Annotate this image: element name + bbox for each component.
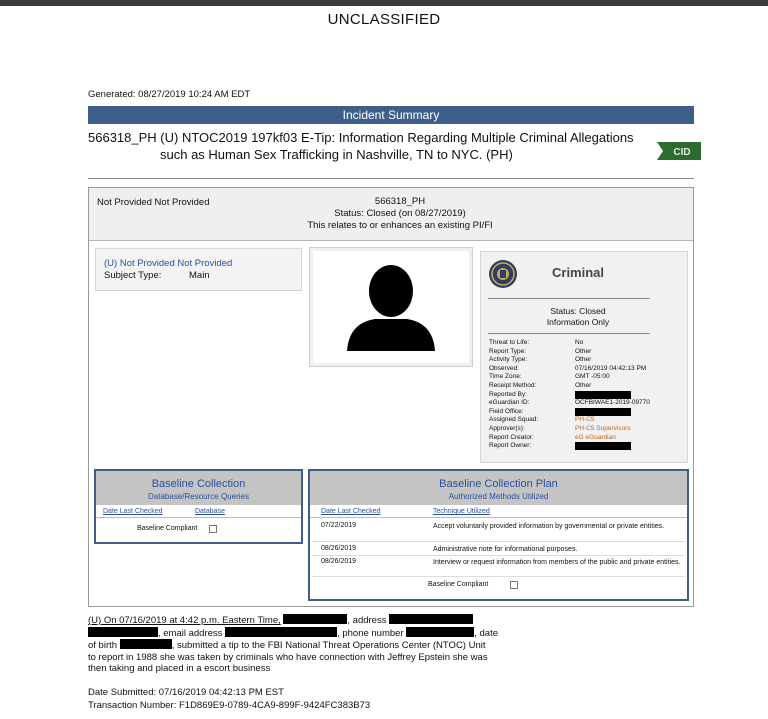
narrative-segment: , submitted a tip to the FBI National Threat Operations Center (NTOC) Unit (171, 640, 486, 652)
baseline-plan-divider (310, 517, 687, 518)
criminal-field-value: Other (575, 347, 592, 355)
criminal-field-label: Time Zone: (489, 373, 522, 381)
plan-row-technique: Administrative note for informational purposes. (433, 546, 578, 553)
narrative-segment: , phone number (337, 627, 404, 639)
baseline-plan-title: Baseline Collection Plan (439, 478, 558, 490)
baseline-collection-divider (96, 517, 301, 518)
transaction-number: Transaction Number: F1D869E9-0789-4CA9-899F-9424FC383B73 (88, 700, 371, 711)
generated-timestamp: Generated: 08/27/2019 10:24 AM EDT (88, 89, 251, 100)
case-status: Status: Closed (on 08/27/2019) (334, 208, 466, 219)
baseline-compliant-label: Baseline Compliant (137, 525, 198, 532)
criminal-card-divider-bottom (488, 333, 650, 334)
redaction-block (575, 408, 631, 416)
plan-row-date: 07/22/2019 (321, 522, 357, 529)
top-bar (0, 0, 768, 6)
criminal-field-label: Assigned Squad: (489, 416, 539, 424)
baseline-collection-subtitle: Database/Resource Queries (148, 492, 249, 501)
baseline-compliant-checkbox[interactable] (209, 525, 217, 533)
incident-title-line2: such as Human Sex Trafficking in Nashville, TN to NYC. (PH) (160, 147, 513, 162)
criminal-field-label: Report Creator: (489, 433, 534, 441)
criminal-field-label: Reported By: (489, 390, 527, 398)
criminal-field-label: Report Type: (489, 347, 527, 355)
redaction-block (389, 614, 473, 624)
narrative-segment: (U) On 07/16/2019 at 4:42 p.m. Eastern Time, (88, 615, 281, 626)
criminal-status-line2: Information Only (546, 317, 610, 327)
plan-row-technique: Accept voluntarily provided information by governmental or private entities. (433, 523, 665, 530)
baseline-col-date[interactable]: Date Last Checked (103, 508, 163, 515)
criminal-field-label: Threat to Life: (489, 339, 530, 346)
criminal-field-value: 07/16/2019 04:42:13 PM (575, 364, 647, 372)
redaction-block (406, 627, 474, 637)
subject-type-label: Subject Type: (104, 270, 162, 281)
narrative-text (88, 614, 528, 675)
subject-name-link[interactable]: (U) Not Provided Not Provided (104, 258, 233, 269)
plan-row-date: 08/26/2019 (321, 545, 357, 552)
case-relation: This relates to or enhances an existing PI/FI (307, 220, 493, 231)
redaction-block (575, 391, 631, 399)
redaction-block (283, 614, 347, 624)
narrative-segment: , address (347, 615, 387, 626)
date-submitted: Date Submitted: 07/16/2019 04:42:13 PM EST (88, 687, 284, 698)
criminal-field-value: No (575, 339, 584, 346)
redaction-block (225, 627, 337, 637)
criminal-card-title: Criminal (552, 265, 605, 280)
plan-compliant-label: Baseline Compliant (428, 581, 489, 588)
criminal-field-label: Observed: (489, 364, 519, 372)
criminal-field-label: Approver(s): (489, 425, 525, 432)
plan-row-date: 08/26/2019 (321, 558, 357, 565)
criminal-field-value[interactable]: eG eGuardian (575, 433, 616, 441)
criminal-status-line1: Status: Closed (550, 306, 606, 316)
baseline-collection-title: Baseline Collection (151, 478, 246, 490)
narrative-segment: , email address (158, 627, 223, 639)
criminal-field-value[interactable]: PH-C5 Supervisors (575, 425, 631, 432)
criminal-field-value: Other (575, 382, 592, 389)
person-silhouette-icon (313, 251, 469, 363)
incident-summary-banner: Incident Summary (88, 106, 694, 124)
plan-row-technique: Interview or request information from members of the public and private entities. (433, 559, 681, 566)
criminal-field-value: OCFBIWAE1-2019-09770 (575, 399, 650, 407)
case-id: 566318_PH (374, 196, 426, 207)
narrative-segment: of birth (88, 640, 118, 652)
criminal-card-divider-top (488, 298, 650, 299)
criminal-field-value: GMT -05:00 (575, 373, 610, 381)
plan-col-technique[interactable]: Technique Utilized (433, 508, 490, 515)
plan-row-separator (312, 576, 685, 577)
narrative-segment: then taking and placed in a escort business (88, 663, 271, 675)
cid-tag-label: CID (673, 147, 691, 158)
classification-marking: UNCLASSIFIED (327, 11, 441, 28)
title-divider (88, 178, 694, 179)
baseline-plan-subtitle: Authorized Methods Utilized (448, 492, 549, 501)
narrative-segment: to report in 1988 she was taken by criminals who have connection with Jeffrey Epstein she was (88, 651, 488, 663)
criminal-field-label: Receipt Method: (489, 382, 537, 389)
subject-type-value: Main (189, 270, 210, 281)
redaction-block (120, 639, 172, 649)
case-subject-label: Not Provided Not Provided (97, 197, 210, 208)
criminal-field-label: Report Owner: (489, 442, 532, 450)
subject-photo (313, 251, 469, 363)
case-info (260, 196, 540, 232)
criminal-field-value[interactable]: PH-C5 (575, 416, 595, 424)
plan-row-separator (312, 541, 685, 542)
narrative-segment: , date (474, 627, 499, 639)
redaction-block (88, 627, 158, 637)
plan-row-separator (312, 555, 685, 556)
cid-tag-icon (657, 140, 701, 162)
criminal-field-value: Other (575, 356, 592, 364)
criminal-field-label: eGuardian ID: (489, 399, 530, 407)
criminal-field-label: Activity Type: (489, 356, 528, 364)
baseline-col-database[interactable]: Database (195, 508, 225, 515)
plan-col-date[interactable]: Date Last Checked (321, 508, 381, 515)
criminal-card-status (488, 306, 668, 328)
plan-compliant-checkbox[interactable] (510, 581, 518, 589)
cid-seal-icon (488, 259, 518, 289)
redaction-block (575, 442, 631, 450)
incident-title-line1: 566318_PH (U) NTOC2019 197kf03 E-Tip: Information Regarding Multiple Criminal Allegations (88, 130, 634, 145)
criminal-field-label: Field Office: (489, 407, 524, 415)
